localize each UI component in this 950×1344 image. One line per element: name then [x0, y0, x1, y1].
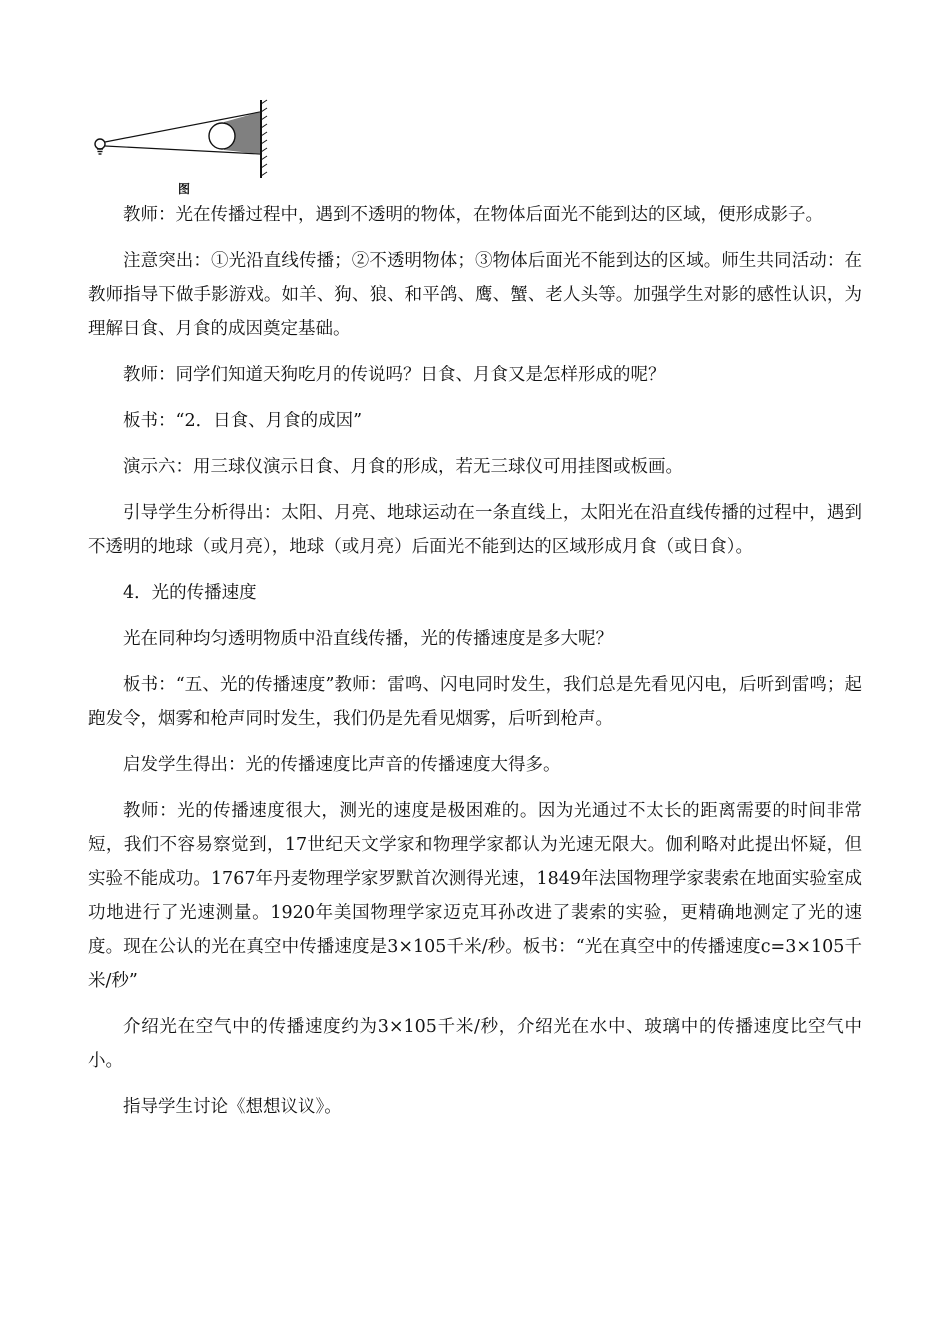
light-bulb-icon [95, 139, 105, 154]
light-bulb-ball-wall-shadow-diagram-icon [88, 98, 278, 198]
paragraph: 板书：“五、光的传播速度”教师：雷鸣、闪电同时发生，我们总是先看见闪电，后听到雷鸣；起跑发令，烟雾和枪声同时发生，我们仍是先看见烟雾，后听到枪声。 [88, 675, 862, 729]
opaque-ball-icon [209, 123, 235, 149]
paragraph: 引导学生分析得出：太阳、月亮、地球运动在一条直线上，太阳光在沿直线传播的过程中，遇到不透明的地球（或月亮），地球（或月亮）后面光不能到达的区域形成月食（或日食）。 [88, 503, 862, 557]
paragraph: 注意突出：①光沿直线传播；②不透明物体；③物体后面光不能到达的区域。师生共同活动：在教师指导下做手影游戏。如羊、狗、狼、和平鸽、鹰、蟹、老人头等。加强学生对影的感性认识，为理解日食、月食的成因奠定基础。 [88, 251, 862, 339]
paragraph: 指导学生讨论《想想议议》。 [123, 1097, 342, 1117]
paragraph: 介绍光在空气中的传播速度约为3×105千米/秒，介绍光在水中、玻璃中的传播速度比空气中小。 [88, 1017, 862, 1071]
figure-caption: 图 [178, 182, 191, 196]
body-text [88, 198, 862, 1136]
paragraph: 板书：“2．日食、月食的成因” [123, 411, 363, 431]
paragraph: 演示六：用三球仪演示日食、月食的形成，若无三球仪可用挂图或板画。 [123, 457, 683, 477]
shadow-diagram [88, 98, 278, 198]
paragraph: 教师：同学们知道天狗吃月的传说吗？日食、月食又是怎样形成的呢？ [123, 365, 666, 385]
paragraph: 教师：光在传播过程中，遇到不透明的物体，在物体后面光不能到达的区域，便形成影子。 [123, 205, 823, 225]
paragraph: 教师：光的传播速度很大，测光的速度是极困难的。因为光通过不太长的距离需要的时间非常短，我们不容易察觉到，17世纪天文学家和物理学家都认为光速无限大。伽利略对此提出怀疑，但实验不能成功。1767年丹麦物理学家罗默首次测得光速，1849年法国物理学家裴索在地面实验室成功地进行了光速测量。1920年美国物理学家迈克耳孙改进了裴索的实验，更精确地测定了光的速度。现在公认的光在真空中传播速度是3×105千米/秒。板书：“光在真空中的传播速度c=3×105千米/秒” [88, 801, 862, 991]
paragraph: 光在同种均匀透明物质中沿直线传播，光的传播速度是多大呢？ [123, 629, 613, 649]
paragraph: 启发学生得出：光的传播速度比声音的传播速度大得多。 [123, 755, 561, 775]
section-heading: 4．光的传播速度 [123, 583, 257, 603]
